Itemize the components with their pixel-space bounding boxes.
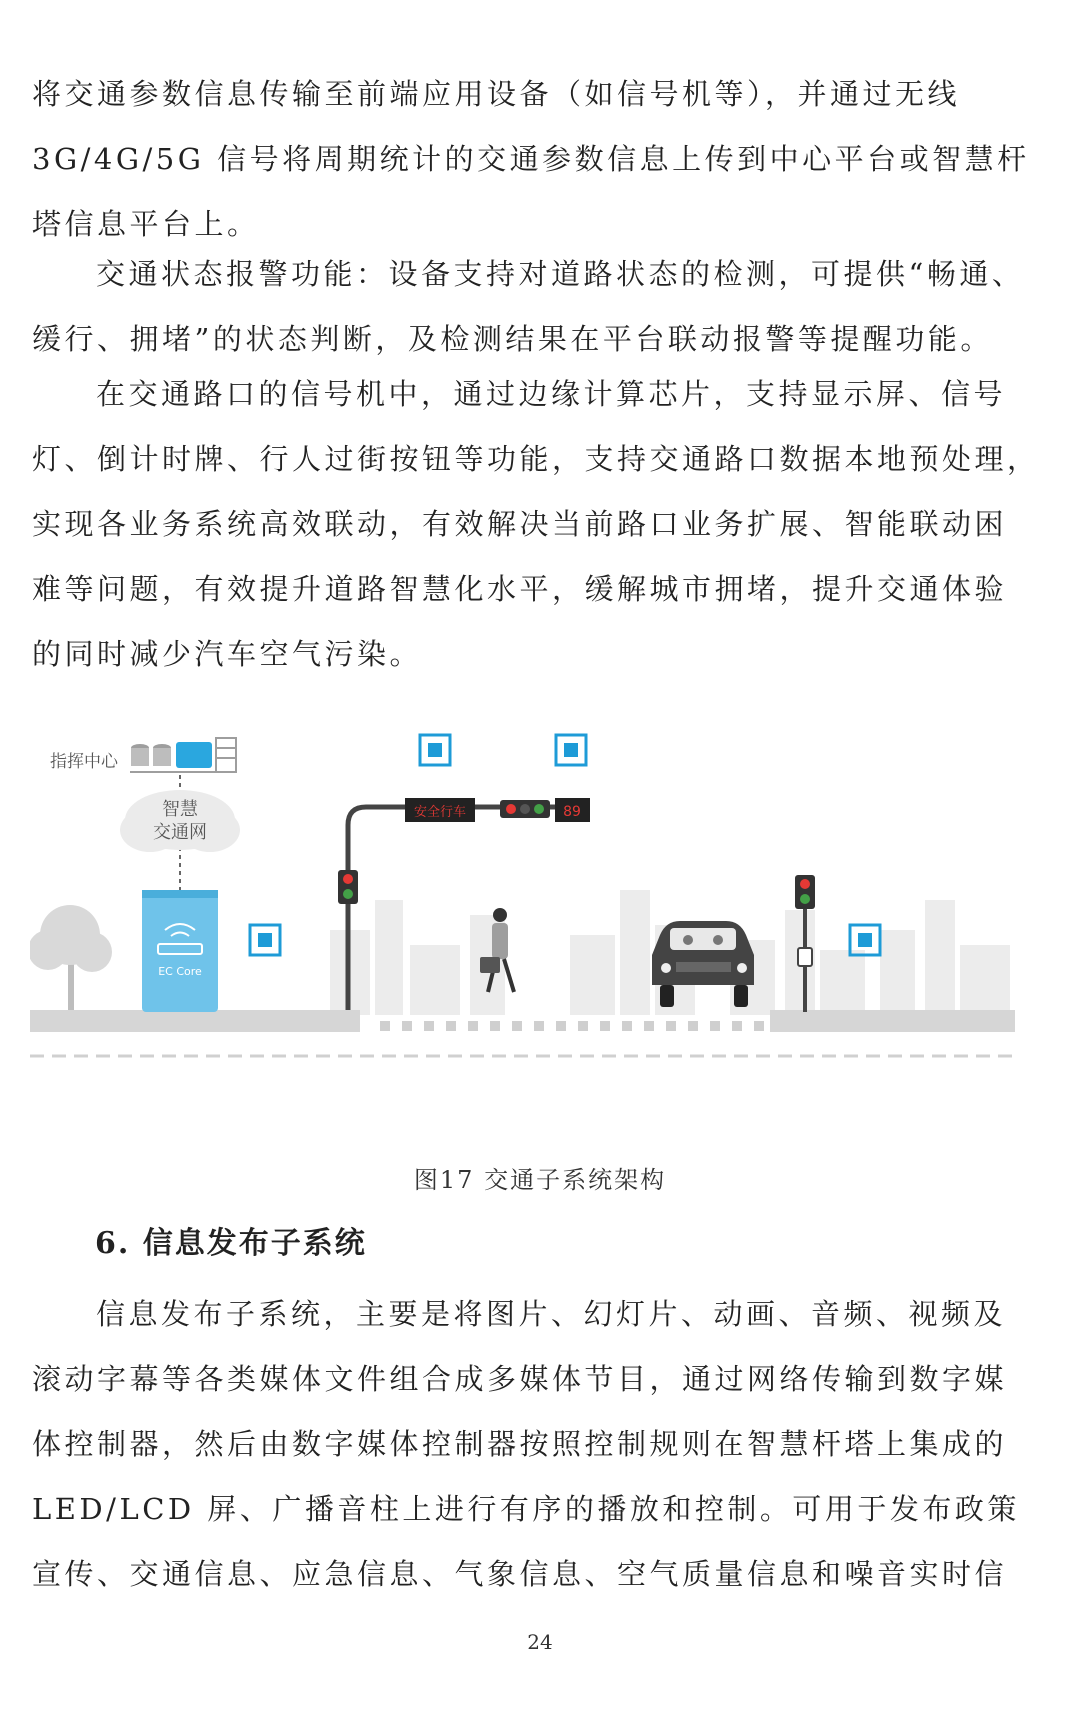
text-line: 灯、倒计时牌、行人过街按钮等功能，支持交通路口数据本地预处理， [32,442,1040,476]
cloud-label-line1: 智慧 [162,799,198,820]
paragraph-edge-computing [32,362,1040,687]
section-heading: 6. 信息发布子系统 [95,1226,367,1261]
text-line: 难等问题，有效提升道路智慧化水平，缓解城市拥堵，提升交通体验 [32,572,1008,606]
countdown-text: 89 [563,804,581,820]
text-line: 滚动字幕等各类媒体文件组合成多媒体节目，通过网络传输到数字媒 [32,1362,1008,1396]
text-line: 在交通路口的信号机中，通过边缘计算芯片，支持显示屏、信号 [96,377,1007,411]
chip-icon [556,735,586,765]
text-line: 实现各业务系统高效联动，有效解决当前路口业务扩展、智能联动困 [32,507,1008,541]
text-line: 信息发布子系统，主要是将图片、幻灯片、动画、音频、视频及 [96,1297,1007,1331]
paragraph-traffic-alarm [32,242,1025,372]
ec-core-cabinet [142,890,218,1012]
figure-caption: 图17 交通子系统架构 [413,1166,667,1194]
pedestrian-button [798,948,812,966]
sidewalk-left [30,1010,360,1032]
monitor-icon [176,742,212,768]
text-line: 将交通参数信息传输至前端应用设备（如信号机等），并通过无线 [32,77,961,111]
text-line: 的同时减少汽车空气污染。 [32,637,423,671]
crosswalk [380,1021,764,1031]
page-number: 24 [527,1630,553,1654]
paragraph-info-release [32,1282,1020,1607]
paragraph-traffic-params [32,62,1030,257]
text-line: LED/LCD 屏、广播音柱上进行有序的播放和控制。可用于发布政策 [32,1492,1020,1526]
text-line: 3G/4G/5G 信号将周期统计的交通参数信息上传到中心平台或智慧杆 [32,142,1030,176]
text-line: 体控制器，然后由数字媒体控制器按照控制规则在智慧杆塔上集成的 [32,1427,1008,1461]
cloud-label-line2: 交通网 [153,822,207,843]
rack-icon [216,738,236,772]
text-line: 交通状态报警功能：设备支持对道路状态的检测，可提供“畅通、 [96,257,1025,291]
car [652,921,754,1007]
command-center-label: 指挥中心 [50,752,118,772]
text-line: 宣传、交通信息、应急信息、气象信息、空气质量信息和噪音实时信 [32,1557,1008,1591]
traffic-illustration [30,730,1030,1130]
sidewalk-right [770,1010,1015,1032]
tree [30,905,112,1010]
chip-icon [420,735,450,765]
led-sign-text: 安全行车 [413,805,467,820]
text-line: 塔信息平台上。 [32,207,260,241]
chip-icon [250,925,280,955]
server-icon [131,744,171,766]
traffic-subsystem-figure [30,730,1030,1130]
text-line: 缓行、拥堵”的状态判断，及检测结果在平台联动报警等提醒功能。 [32,322,993,356]
cabinet-label: EC Core [158,965,202,978]
